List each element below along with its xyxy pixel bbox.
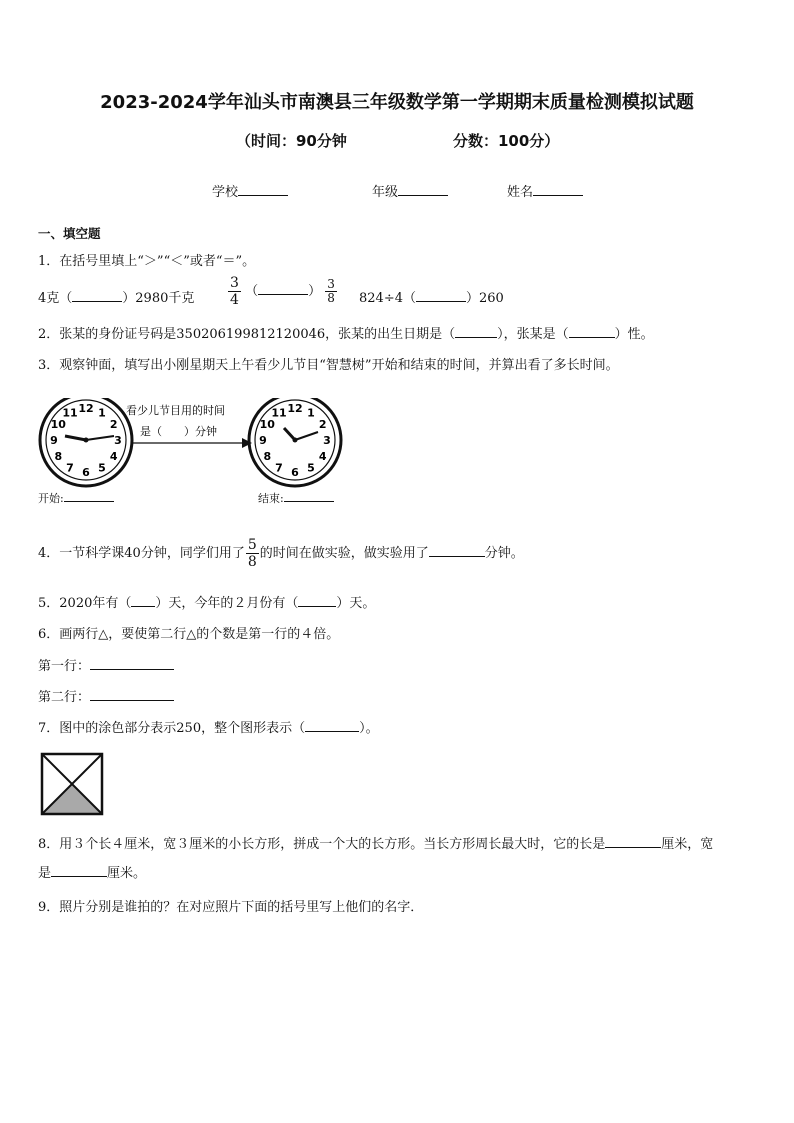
grade-field — [372, 181, 448, 200]
clock-number: 11 — [62, 406, 78, 420]
clock-number: 5 — [307, 461, 315, 475]
question-6-text: 6．画两行△，要使第二行△的个数是第一行的４倍。 — [38, 627, 340, 642]
clock-number: 2 — [109, 418, 118, 431]
row-1-line — [38, 655, 174, 674]
end-time — [258, 490, 334, 506]
clock-number: 9 — [50, 434, 58, 447]
arrow-caption-2: 是（ ）分钟 — [140, 425, 217, 438]
start-blank[interactable] — [64, 490, 114, 502]
clock-number: 9 — [259, 434, 267, 447]
frac-den: 4 — [230, 292, 239, 308]
q4-blank[interactable] — [429, 543, 485, 557]
q1a-blank[interactable] — [72, 288, 122, 302]
q8-b: 厘米，宽 — [661, 837, 714, 852]
q2-blank-1[interactable] — [455, 324, 497, 338]
clock-number: 3 — [114, 434, 122, 447]
arrow-caption-1: 看少儿节目用的时间 — [126, 404, 225, 417]
school-blank[interactable] — [238, 182, 288, 196]
minute-hand — [295, 432, 318, 440]
row-2-label: 第二行： — [38, 690, 91, 705]
start-label: 开始: — [38, 492, 64, 505]
q5-blank-2[interactable] — [298, 593, 336, 607]
school-label: 学校 — [212, 185, 239, 200]
question-5 — [38, 592, 375, 611]
name-field — [507, 181, 583, 200]
minute-hand — [86, 436, 114, 440]
q8-a: 8．用３个长４厘米，宽３厘米的小长方形，拼成一个大的长方形。当长方形周长最大时，它的长是 — [38, 837, 606, 852]
clock-number: 4 — [109, 450, 118, 463]
question-8-line-2 — [38, 862, 146, 881]
question-8-line-1 — [38, 833, 713, 852]
clock-number: 7 — [275, 461, 283, 475]
clock-number: 1 — [307, 406, 315, 420]
q8-blank-1[interactable] — [605, 834, 661, 848]
school-field — [212, 181, 288, 200]
clock-number: 3 — [323, 434, 331, 447]
frac-den: 8 — [247, 554, 257, 570]
question-4 — [38, 537, 524, 570]
clock-number: 2 — [318, 418, 327, 431]
shaded-triangle — [42, 784, 102, 814]
q4-b: 的时间在做实验，做实验用了 — [259, 546, 429, 561]
fraction-3-4 — [228, 275, 241, 308]
clock-number: 8 — [263, 450, 272, 463]
section-title: 一、填空题 — [38, 226, 101, 241]
clock-number: 8 — [54, 450, 63, 463]
q7-a: 7．图中的涂色部分表示250，整个图形表示（ — [38, 721, 306, 736]
q8-d: 厘米。 — [107, 866, 147, 881]
q4-a: 4．一节科学课40分钟，同学们用了 — [38, 546, 245, 561]
clock-number: 10 — [50, 418, 66, 431]
question-1a — [38, 287, 194, 306]
frac-num: 5 — [247, 537, 257, 553]
question-3-text: 3．观察钟面，填写出小刚星期天上午看少儿节目“智慧树”开始和结束的时间，并算出看了多长时间。 — [38, 358, 619, 373]
fraction-5-8 — [246, 537, 259, 570]
clock-number: 4 — [318, 450, 327, 463]
q7-b: ）。 — [359, 721, 379, 736]
q8-c: 是 — [38, 866, 52, 881]
clock-number: 12 — [78, 402, 94, 415]
exam-time: （时间：90分钟 — [236, 132, 347, 150]
q1a-left: 4克（ — [38, 291, 73, 306]
question-1-text: 1．在括号里填上“＞”“＜”或者“＝”。 — [38, 254, 256, 269]
q1c-right: ）260 — [465, 291, 504, 306]
clock-number: 11 — [271, 406, 287, 420]
clock-number: 5 — [98, 461, 106, 475]
q2-b: ），张某是（ — [497, 327, 569, 342]
clock-number: 6 — [291, 466, 299, 479]
q4-c: 分钟。 — [484, 546, 524, 561]
q5-b: ）天，今年的２月份有（ — [155, 596, 299, 611]
row-1-label: 第一行： — [38, 659, 91, 674]
q2-blank-2[interactable] — [569, 324, 615, 338]
frac-num: 3 — [327, 277, 335, 291]
question-2 — [38, 323, 654, 342]
clock-number: 12 — [287, 402, 303, 415]
q1b-blank[interactable] — [258, 281, 308, 295]
q1a-right: ）2980千克 — [122, 291, 195, 306]
hour-hand — [65, 436, 86, 440]
name-blank[interactable] — [533, 182, 583, 196]
fraction-3-8 — [325, 278, 337, 305]
exam-score: 分数：100分） — [453, 132, 560, 150]
clock-number: 1 — [98, 406, 106, 420]
start-clock — [40, 398, 132, 486]
row-1-blank[interactable] — [90, 656, 174, 670]
question-7 — [38, 717, 379, 736]
q1b-right: ） — [308, 284, 322, 299]
start-time — [38, 490, 114, 506]
frac-num: 3 — [230, 275, 239, 291]
clock-number: 10 — [259, 418, 275, 431]
q5-a: 5．2020年有（ — [38, 596, 132, 611]
grade-label: 年级 — [372, 185, 399, 200]
q2-c: ）性。 — [614, 327, 654, 342]
q1c-left: 824÷4（ — [359, 291, 416, 306]
q5-blank-1[interactable] — [131, 593, 155, 607]
clock-number: 7 — [66, 461, 74, 475]
q1b-left: （ — [245, 284, 259, 299]
shaded-square-figure — [40, 752, 104, 816]
grade-blank[interactable] — [398, 182, 448, 196]
row-2-line — [38, 686, 174, 705]
q1c-blank[interactable] — [416, 288, 466, 302]
end-clock — [249, 398, 341, 486]
clock-number: 6 — [82, 466, 90, 479]
q2-a: 2．张某的身份证号码是350206199812120046，张某的出生日期是（ — [38, 327, 456, 342]
name-label: 姓名 — [507, 185, 534, 200]
frac-den: 8 — [327, 291, 335, 305]
end-blank[interactable] — [284, 490, 334, 502]
question-1b — [228, 275, 337, 308]
q5-c: ）天。 — [336, 596, 376, 611]
q8-blank-2[interactable] — [51, 863, 107, 877]
question-9-text: 9．照片分别是谁拍的？在对应照片下面的括号里写上他们的名字． — [38, 900, 424, 915]
row-2-blank[interactable] — [90, 687, 174, 701]
end-label: 结束: — [258, 492, 284, 505]
question-1c — [359, 287, 504, 306]
q7-blank[interactable] — [305, 718, 359, 732]
page-title: 2023-2024学年汕头市南澳县三年级数学第一学期期末质量检测模拟试题 — [100, 92, 694, 113]
